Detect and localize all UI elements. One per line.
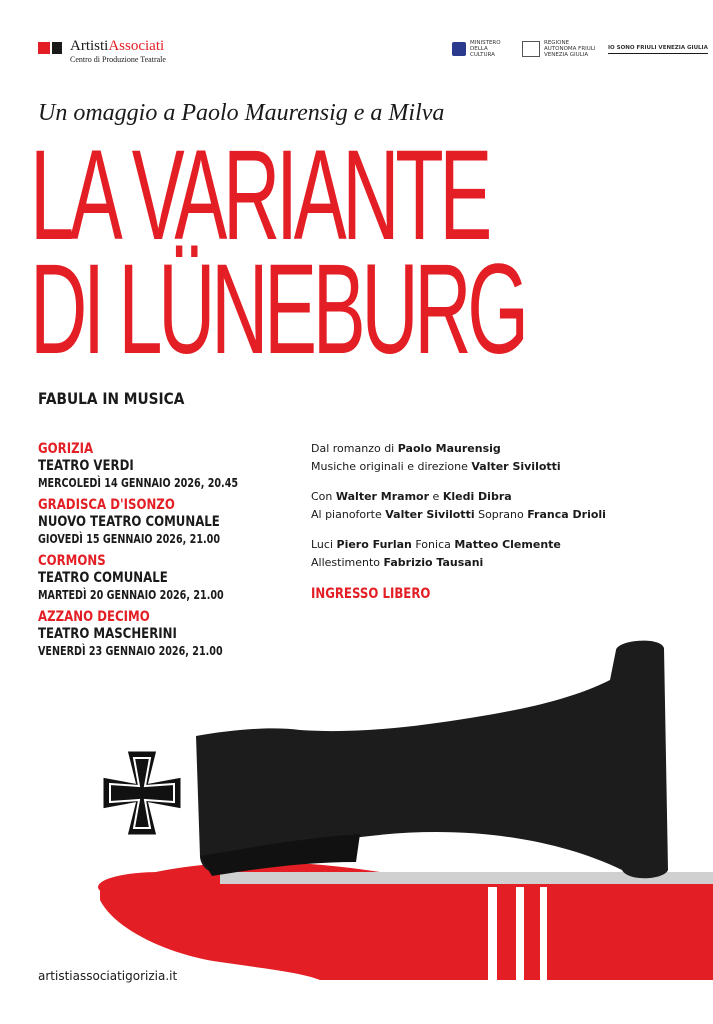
credits-group [311, 440, 691, 476]
schedule-date: MARTEDÌ 20 GENNAIO 2026, 21.00 [38, 588, 224, 602]
regione-emblem-icon [522, 41, 540, 57]
schedule-theater: TEATRO VERDI [38, 458, 134, 474]
schedule-date: GIOVEDÌ 15 GENNAIO 2026, 21.00 [38, 532, 221, 546]
logo-name-part1: Artisti [70, 38, 109, 54]
credit-role: Allestimento [311, 556, 384, 569]
credit-line [311, 554, 691, 572]
pool-stripe [540, 887, 547, 980]
logo-mark-red [38, 42, 50, 54]
poster-genre: FABULA IN MUSICA [38, 389, 185, 408]
credit-line [311, 536, 691, 554]
credit-person: Franca Drioli [527, 508, 606, 521]
pool-stripe [516, 887, 524, 980]
credit-line [311, 458, 691, 476]
credits-group [311, 536, 691, 572]
schedule-theater: NUOVO TEATRO COMUNALE [38, 514, 220, 530]
credit-person: Walter Mramor [335, 490, 430, 503]
schedule-item [38, 553, 298, 603]
credit-person: Valter Sivilotti [471, 460, 561, 473]
credit-person: Valter Sivilotti [385, 508, 475, 521]
sponsor-ministero-label: MINISTERO DELLA CULTURA [470, 40, 501, 58]
iron-cross-icon [102, 750, 182, 836]
schedule-item [38, 441, 298, 491]
credit-role: Con [311, 490, 336, 503]
schedule-theater: TEATRO COMUNALE [38, 570, 168, 586]
sponsor-regione-label: REGIONE AUTONOMA FRIULI VENEZIA GIULIA [544, 40, 596, 58]
credit-role: Fonica [411, 538, 455, 551]
sponsor-logos [452, 40, 708, 58]
logo-name-part2: Associati [108, 38, 165, 54]
schedule-item [38, 497, 298, 547]
credits-group [311, 488, 691, 524]
credits-block [311, 440, 691, 584]
sponsor-regione [522, 40, 596, 58]
credit-line [311, 488, 691, 506]
free-entry-label: INGRESSO LIBERO [311, 586, 431, 602]
logo-mark-black [52, 42, 62, 54]
credit-conjunction: e [429, 490, 443, 503]
credit-role: Soprano [474, 508, 528, 521]
sponsor-fvg: IO SONO FRIULI VENEZIA GIULIA [608, 45, 708, 54]
logo-name [70, 38, 164, 54]
credit-person: Matteo Clemente [454, 538, 561, 551]
website-link[interactable]: artistiassociatigorizia.it [38, 969, 178, 983]
credit-person: Fabrizio Tausani [383, 556, 484, 569]
fallen-chess-piece-illustration [0, 600, 713, 980]
schedule-date: MERCOLEDÌ 14 GENNAIO 2026, 20.45 [38, 476, 239, 490]
schedule-date: VENERDÌ 23 GENNAIO 2026, 21.00 [38, 644, 223, 658]
schedule-city: GORIZIA [38, 441, 94, 457]
credit-role: Luci [311, 538, 337, 551]
chess-king-body [196, 641, 668, 879]
logo-subtitle: Centro di Produzione Teatrale [70, 55, 166, 64]
credit-role: Al pianoforte [311, 508, 386, 521]
credit-person: Paolo Maurensig [397, 442, 501, 455]
credit-line [311, 506, 691, 524]
credit-role: Dal romanzo di [311, 442, 398, 455]
schedule-city: AZZANO DECIMO [38, 609, 150, 625]
schedule-city: CORMONS [38, 553, 106, 569]
credit-role: Musiche originali e direzione [311, 460, 472, 473]
poster-title-line1: LA VARIANTE [30, 124, 488, 267]
poster-title-line2: DI LÜNEBURG [30, 238, 525, 381]
schedule-city: GRADISCA D'ISONZO [38, 497, 175, 513]
ministero-emblem-icon [452, 42, 466, 56]
credit-person: Piero Furlan [336, 538, 412, 551]
sponsor-ministero [452, 40, 510, 58]
blood-pool-left [98, 872, 222, 902]
schedule-theater: TEATRO MASCHERINI [38, 626, 177, 642]
pool-stripe [488, 887, 497, 980]
credit-line [311, 440, 691, 458]
credit-person: Kledi Dibra [442, 490, 512, 503]
poster-subtitle: Un omaggio a Paolo Maurensig e a Milva [38, 100, 445, 126]
